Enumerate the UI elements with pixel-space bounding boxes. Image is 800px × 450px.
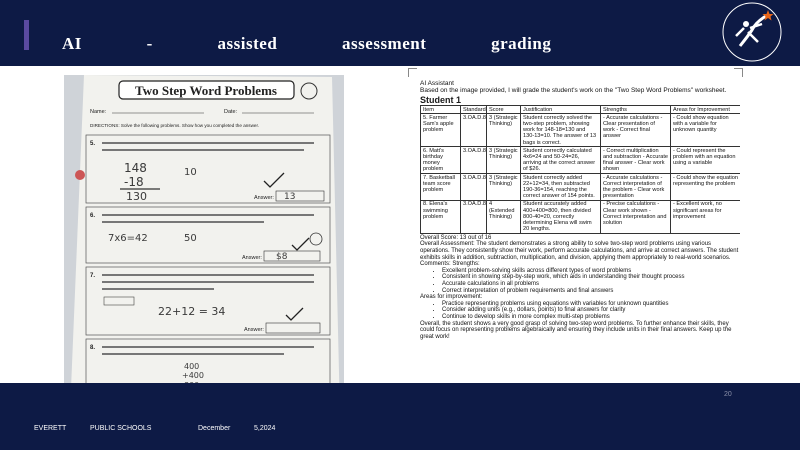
table-cell: - Could show equation with a variable for unknown quantity	[671, 114, 741, 147]
table-cell: 5. Farmer Sam's apple problem	[421, 114, 461, 147]
list-item: • Practice representing problems using equations with variables for unknown quantities	[442, 301, 740, 308]
problem-6-number: 6.	[90, 213, 96, 219]
title-part-1: AI - assisted	[62, 34, 278, 53]
table-cell: Student correctly calculated 4x6=24 and 50-24=26, arriving at the correct answer of $26.	[521, 147, 601, 174]
student-label: Student 1	[420, 95, 462, 105]
list-item: • Excellent problem-solving skills across different types of word problems	[442, 268, 740, 275]
worksheet-directions: DIRECTIONS: Solve the following problems. Show how you completed the answer.	[90, 123, 260, 128]
closing-text: Overall, the student shows a very good grasp of solving two-step word problems. To further enhance their skills, they could focus on representing problems algebraically and ensuring they include units in their final answers. Keep up the great work!	[420, 320, 732, 340]
table-cell: Student correctly added 22+12=34, then subtracted 190-36=154, reaching the correct answer of 154 points.	[521, 174, 601, 201]
worksheet-photo	[64, 75, 344, 415]
slide-title	[62, 34, 551, 54]
frame-corner-top-right	[734, 68, 743, 77]
table-cell: 3.OA.D.8	[461, 147, 487, 174]
problem-8-number: 8.	[90, 345, 96, 351]
problem-5-handwriting: 148	[124, 161, 147, 175]
table-cell: 3.OA.D.8	[461, 200, 487, 233]
footer-month: December	[198, 425, 231, 432]
table-cell: - Correct multiplication and subtraction - Accurate final answer - Clear work shown	[601, 147, 671, 174]
problem-6-answer-label: Answer:	[242, 255, 262, 261]
table-header-row	[421, 106, 741, 114]
list-item: • Correct interpretation of problem requirements and final answers	[442, 288, 740, 295]
column-header: Score	[487, 106, 521, 114]
problem-7-handwriting: 22+12 = 34	[158, 305, 226, 318]
table-cell: 7. Basketball team score problem	[421, 174, 461, 201]
report-intro: Based on the image provided, I will grade the student's work on the "Two Step Word Problems" worksheet.	[420, 87, 727, 94]
grading-table	[420, 105, 740, 234]
leaping-figure-star-icon	[722, 2, 782, 62]
problem-7-number: 7.	[90, 273, 96, 279]
footer-district: EVERETT	[34, 425, 67, 432]
page-number: 20	[724, 391, 732, 398]
column-header: Areas for Improvement	[671, 106, 741, 114]
column-header: Standard	[461, 106, 487, 114]
table-row	[421, 147, 741, 174]
report-heading: AI Assistant	[420, 80, 454, 87]
ai-grading-report	[420, 80, 740, 410]
table-cell: - Could represent the problem with an equation using a variable	[671, 147, 741, 174]
problem-5-handwriting-3: 130	[126, 190, 147, 203]
slide-footer	[0, 383, 800, 450]
frame-corner-top-left	[408, 68, 417, 77]
problem-5-answer-label: Answer:	[254, 195, 274, 201]
table-cell: 3 (Strategic Thinking)	[487, 147, 521, 174]
table-cell: 8. Elena's swimming problem	[421, 200, 461, 233]
problem-6-handwriting-2: 50	[184, 233, 197, 244]
table-cell: - Accurate calculations - Correct interpretation of the problem - Clear work presentation	[601, 174, 671, 201]
problem-5-answer: 13	[284, 192, 296, 202]
problem-8-handwriting: 400	[184, 362, 200, 371]
table-cell: 3 (Strategic Thinking)	[487, 114, 521, 147]
strengths-list	[420, 268, 740, 294]
table-cell: 3.OA.D.8	[461, 174, 487, 201]
accent-bar	[24, 20, 29, 50]
title-part-3: grading	[491, 34, 552, 53]
list-item: • Accurate calculations in all problems	[442, 281, 740, 288]
strengths-label: Comments: Strengths:	[420, 261, 480, 268]
table-cell: - Accurate calculations - Clear presentation of work - Correct final answer	[601, 114, 671, 147]
problem-6-handwriting: 7x6=42	[108, 233, 148, 244]
title-part-2: assessment	[342, 34, 427, 53]
overall-assessment: Overall Assessment: The student demonstrates a strong ability to solve two-step word problems using various operations. They consistently show their work, perform accurate calculations, and arrive at correct answers. The student exhibits skills in addition, subtraction, multiplication, and division, applying them appropriately to real-world scenarios.	[420, 241, 739, 261]
column-header: Item	[421, 106, 461, 114]
table-cell: - Precise calculations - Clear work shown - Correct interpretation and solution	[601, 200, 671, 233]
footer-date: 5,2024	[254, 425, 276, 432]
table-cell: 4 (Extended Thinking)	[487, 200, 521, 233]
problem-7-answer-label: Answer:	[244, 327, 264, 333]
table-cell: - Excellent work, no significant areas for improvement	[671, 200, 741, 233]
improvement-label: Areas for improvement:	[420, 294, 483, 301]
worksheet-name-label: Name:	[90, 109, 107, 115]
improvement-list	[420, 301, 740, 321]
footer-schools: PUBLIC SCHOOLS	[90, 425, 152, 432]
overall-score: Overall Score: 13 out of 16	[420, 234, 492, 241]
table-cell: Student accurately added 400+400=800, then divided 800-40=20, correctly determining Elena will swim 20 lengths.	[521, 200, 601, 233]
table-row	[421, 200, 741, 233]
table-row	[421, 174, 741, 201]
table-cell: 6. Matt's birthday money problem	[421, 147, 461, 174]
worksheet-title: Two Step Word Problems	[135, 83, 277, 98]
table-cell: - Could show the equation representing the problem	[671, 174, 741, 201]
worksheet-date-label: Date:	[224, 109, 238, 115]
column-header: Strengths	[601, 106, 671, 114]
table-cell: Student correctly solved the two-step problem, showing work for 148-18=130 and 130-13=10. The answer of 13 bags is correct.	[521, 114, 601, 147]
column-header: Justification	[521, 106, 601, 114]
list-item: • Consider adding units (e.g., dollars, points) to final answers for clarity	[442, 307, 740, 314]
report-summary	[420, 235, 740, 341]
problem-8-handwriting-2: +400	[182, 371, 204, 380]
slide-header	[0, 0, 800, 66]
table-row	[421, 114, 741, 147]
table-cell: 3 (Strategic Thinking)	[487, 174, 521, 201]
apple-icon	[75, 170, 85, 180]
list-item: • Continue to develop skills in more complex multi-step problems	[442, 314, 740, 321]
problem-6-answer: $8	[276, 252, 288, 262]
problem-5-handwriting-4: 10	[184, 167, 197, 178]
problem-5-number: 5.	[90, 141, 96, 147]
problem-5-handwriting-2: -18	[124, 175, 144, 189]
table-cell: 3.OA.D.8	[461, 114, 487, 147]
list-item: • Consistent in showing step-by-step work, which aids in understanding their thought process	[442, 274, 740, 281]
